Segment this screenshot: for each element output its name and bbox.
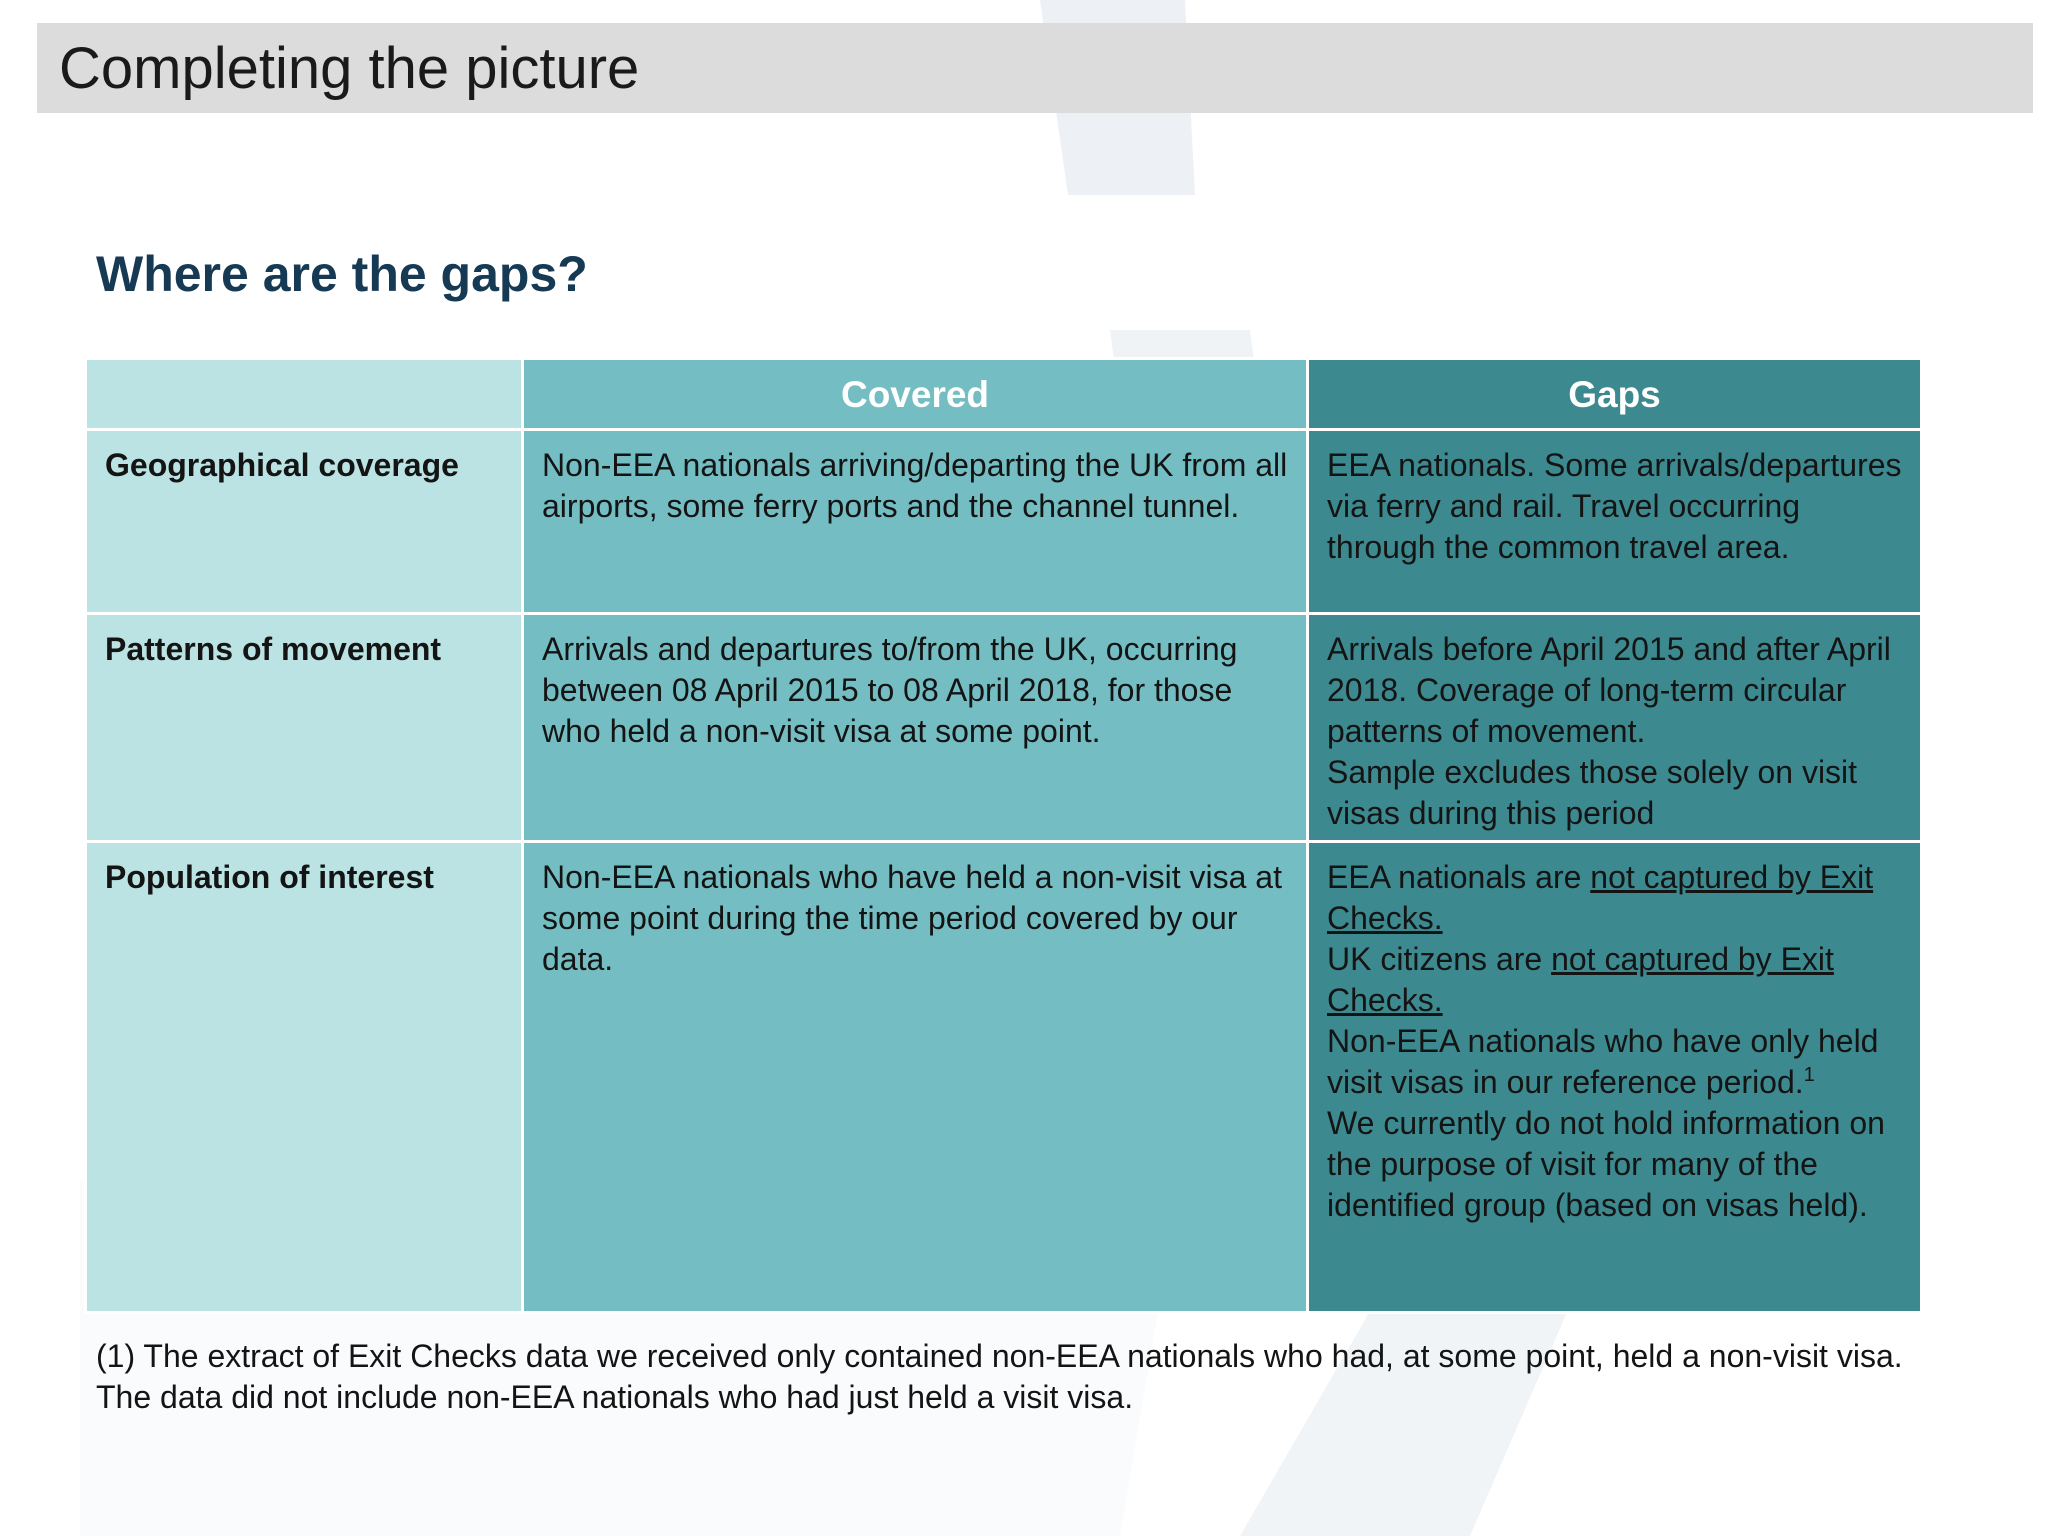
- coverage-gaps-table: [84, 357, 1923, 1314]
- gap-text: EEA nationals. Some arrivals/departures via ferry and rail. Travel occurring through the common travel area.: [1327, 447, 1902, 565]
- title-bar: [37, 23, 2033, 113]
- section-heading: Where are the gaps?: [96, 246, 588, 302]
- covered-cell: Non-EEA nationals arriving/departing the UK from all airports, some ferry ports and the channel tunnel.: [523, 430, 1308, 614]
- header-cell-blank: [86, 359, 523, 430]
- gap-prefix: EEA nationals are: [1327, 859, 1591, 895]
- table-header-row: [86, 359, 1922, 430]
- gap-text: Sample excludes those solely on visit visas during this period: [1327, 754, 1858, 831]
- table-row: [86, 614, 1922, 842]
- footnote: (1) The extract of Exit Checks data we received only contained non-EEA nationals who had, at some point, held a non-visit visa. The data did not include non-EEA nationals who had just held a visit visa.: [96, 1338, 1903, 1415]
- row-label-patterns-of-movement: Patterns of movement: [86, 614, 523, 842]
- table-row: [86, 842, 1922, 1313]
- gaps-cell: [1308, 614, 1922, 842]
- gap-text: Non-EEA nationals who have only held visit visas in our reference period.: [1327, 1023, 1879, 1100]
- gap-non-eea-visit-visas: [1327, 1021, 1902, 1103]
- row-label-population-of-interest: Population of interest: [86, 842, 523, 1313]
- gap-underlined-text: not captured by Exit Checks.: [1327, 941, 1834, 1018]
- gap-purpose-of-visit: We currently do not hold information on the purpose of visit for many of the identified group (based on visas held).: [1327, 1105, 1885, 1223]
- gaps-cell: [1308, 430, 1922, 614]
- covered-cell: Non-EEA nationals who have held a non-visit visa at some point during the time period covered by our data.: [523, 842, 1308, 1313]
- gap-uk-citizens: [1327, 939, 1902, 1021]
- table-row: [86, 430, 1922, 614]
- footnote-reference: 1: [1803, 1064, 1815, 1086]
- header-cell-gaps: Gaps: [1308, 359, 1922, 430]
- gaps-cell: [1308, 842, 1922, 1313]
- slide-title: Completing the picture: [59, 36, 640, 101]
- gap-text: Arrivals before April 2015 and after April 2018. Coverage of long-term circular patterns of movement.: [1327, 631, 1891, 749]
- header-cell-covered: Covered: [523, 359, 1308, 430]
- row-label-geographical-coverage: Geographical coverage: [86, 430, 523, 614]
- gap-prefix: UK citizens are: [1327, 941, 1552, 977]
- gap-eea-nationals: [1327, 857, 1902, 939]
- covered-cell: Arrivals and departures to/from the UK, occurring between 08 April 2015 to 08 April 2018, for those who held a non-visit visa at some point.: [523, 614, 1308, 842]
- gap-underlined-text: not captured by Exit Checks.: [1327, 859, 1874, 936]
